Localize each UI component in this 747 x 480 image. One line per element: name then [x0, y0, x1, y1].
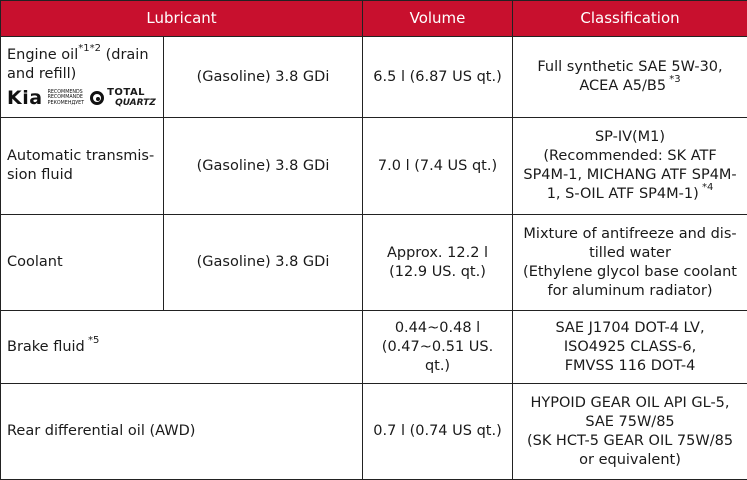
header-volume: Volume [363, 1, 513, 37]
table-row [1, 118, 747, 215]
header-classification: Classification [513, 1, 747, 37]
kia-logo: Kia [7, 89, 43, 108]
lubricant-name-cell: Rear differential oil (AWD) [1, 384, 363, 480]
volume-cell: 0.7 l (0.74 US qt.) [363, 384, 513, 480]
table-row [1, 37, 747, 118]
header-lubricant: Lubricant [1, 1, 363, 37]
lubricant-name-cell: Automatic transmis- sion fluid [1, 118, 164, 215]
table-header-row [1, 1, 747, 37]
table-row [1, 215, 747, 311]
classification-cell: SP-IV(M1) (Recommended: SK ATF SP4M-1, MICHANG ATF SP4M- 1, S-OIL ATF SP4M-1) $^{*4}$ [513, 118, 747, 215]
classification-cell: SAE J1704 DOT-4 LV, ISO4925 CLASS-6, FMVSS 116 DOT-4 [513, 311, 747, 384]
footnote-mark: *1*2 [78, 43, 101, 54]
engine-type-cell: (Gasoline) 3.8 GDi [164, 215, 363, 311]
classification-cell: Full synthetic SAE 5W-30, ACEA A5/B5 $^{*3}$ [513, 37, 747, 118]
footnote-mark: *5 [85, 335, 100, 346]
classification-cell: Mixture of antifreeze and dis- tilled water (Ethylene glycol base coolant for aluminum radiator) [513, 215, 747, 311]
volume-cell: 6.5 l (6.87 US qt.) [363, 37, 513, 118]
total-logo-icon [90, 91, 104, 105]
classification-cell: HYPOID GEAR OIL API GL-5, SAE 75W/85 (SK HCT-5 GEAR OIL 75W/85 or equivalent) [513, 384, 747, 480]
engine-oil-label: Engine oil$^{*1*2}$ (drain and refill) [7, 46, 157, 84]
lubricant-name-cell: Brake fluid $^{*5}$ [1, 311, 363, 384]
recommends-text: RECOMMENDS RECOMMANDE РЕКОМЕНДУЕТ [48, 90, 85, 107]
footnote-mark: *4 [699, 182, 714, 193]
kia-total-quartz-logo [7, 88, 157, 108]
engine-type-cell: (Gasoline) 3.8 GDi [164, 118, 363, 215]
total-quartz-logo: TOTAL QUARTZ [107, 88, 156, 108]
lubricant-name-cell [1, 37, 164, 118]
lubricant-name-cell: Coolant [1, 215, 164, 311]
volume-cell: 0.44~0.48 l (0.47~0.51 US. qt.) [363, 311, 513, 384]
engine-type-cell: (Gasoline) 3.8 GDi [164, 37, 363, 118]
footnote-mark: *3 [666, 74, 681, 85]
table-row [1, 384, 747, 480]
volume-cell: 7.0 l (7.4 US qt.) [363, 118, 513, 215]
volume-cell: Approx. 12.2 l (12.9 US. qt.) [363, 215, 513, 311]
table-row [1, 311, 747, 384]
